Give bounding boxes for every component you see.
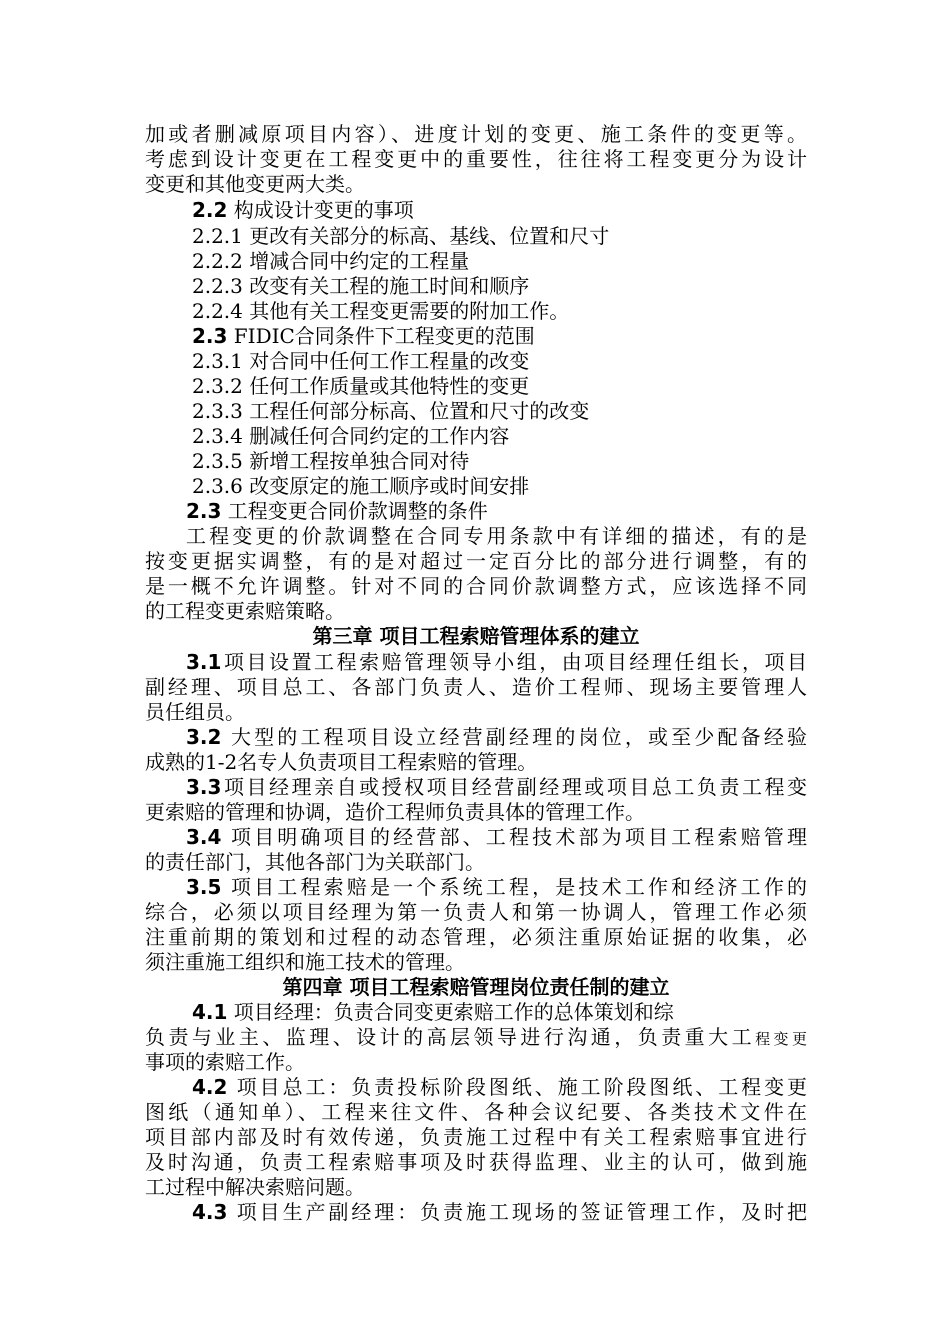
- section-title: FIDIC合同条件下工程变更的范围: [227, 324, 535, 348]
- section-number: 4.3: [192, 1200, 228, 1224]
- list-item: 2.3.1 对合同中任何工作工程量的改变: [192, 349, 530, 373]
- paragraph-line: 工过程中解决索赔问题。: [145, 1175, 365, 1199]
- section-number: 2.3: [192, 324, 228, 348]
- paragraph-line: 项目部内部及时有效传递，负责施工过程中有关工程索赔事宜进行: [145, 1125, 807, 1149]
- paragraph-line: [192, 1000, 792, 1025]
- paragraph-line: [192, 1075, 807, 1100]
- section-number: 3.1: [186, 650, 222, 674]
- section-number: 3.3: [186, 775, 222, 799]
- paragraph-line: 须注重施工组织和施工技术的管理。: [145, 950, 465, 974]
- paragraph-line: 更索赔的管理和协调，造价工程师负责具体的管理工作。: [145, 800, 645, 824]
- paragraph-text: 项目经理亲自或授权项目经营副经理或项目总工负责工程变: [221, 775, 807, 799]
- paragraph-line: 员任组员。: [145, 700, 245, 724]
- section-number: 4.2: [192, 1075, 228, 1099]
- paragraph-line: [145, 1025, 807, 1050]
- paragraph-line: 注重前期的策划和过程的动态管理，必须注重原始证据的收集，必: [145, 925, 807, 949]
- paragraph-line: [186, 775, 807, 800]
- section-number: 2.3: [186, 499, 222, 523]
- section-title: 工程变更合同价款调整的条件: [221, 499, 488, 523]
- chapter-title-3: 第三章 项目工程索赔管理体系的建立: [312, 624, 640, 648]
- section-number: 2.2: [192, 198, 228, 222]
- paragraph-line: 的工程变更索赔策略。: [145, 599, 345, 623]
- paragraph-line: 是一概不允许调整。针对不同的合同价款调整方式，应该选择不同: [145, 574, 807, 598]
- paragraph-text: 项目明确项目的经营部、工程技术部为项目工程索赔管理: [221, 825, 807, 849]
- paragraph-text: 项目经理：负责合同变更索赔工作的总体策划和综: [227, 1000, 674, 1024]
- paragraph-line: 事项的索赔工作。: [145, 1050, 305, 1074]
- section-number: 3.4: [186, 825, 222, 849]
- paragraph-line: 的责任部门，其他各部门为关联部门。: [145, 850, 485, 874]
- paragraph-line: 及时沟通，负责工程索赔事项及时获得监理、业主的认可，做到施: [145, 1150, 807, 1174]
- list-item: 2.3.5 新增工程按单独合同对待: [192, 449, 470, 473]
- section-number: 3.2: [186, 725, 222, 749]
- section-heading-2-2: [192, 198, 792, 223]
- paragraph-line: [192, 1200, 807, 1225]
- section-heading-2-3b: [186, 499, 786, 524]
- list-item: 2.2.2 增减合同中约定的工程量: [192, 249, 470, 273]
- chapter-title-4: 第四章 项目工程索赔管理岗位责任制的建立: [282, 975, 670, 999]
- paragraph-line: [186, 725, 807, 750]
- list-item: 2.2.3 改变有关工程的施工时间和顺序: [192, 274, 530, 298]
- paragraph-line: 综合，必须以项目经理为第一负责人和第一协调人，管理工作必须: [145, 900, 807, 924]
- list-item: 2.3.3 工程任何部分标高、位置和尺寸的改变: [192, 399, 590, 423]
- paragraph-line: [186, 825, 807, 850]
- list-item: 2.3.6 改变原定的施工顺序或时间安排: [192, 474, 530, 498]
- section-heading-2-3: [192, 324, 792, 349]
- paragraph-text: 项目设置工程索赔管理领导小组，由项目经理任组长，项目: [221, 650, 807, 674]
- list-item: 2.2.1 更改有关部分的标高、基线、位置和尺寸: [192, 224, 610, 248]
- paragraph-line: 图纸（通知单）、工程来往文件、各种会议纪要、各类技术文件在: [145, 1100, 807, 1124]
- list-item: 2.3.4 删减任何合同约定的工作内容: [192, 424, 510, 448]
- list-item: 2.2.4 其他有关工程变更需要的附加工作。: [192, 299, 570, 323]
- paragraph-text: 项目总工：负责投标阶段图纸、施工阶段图纸、工程变更: [227, 1075, 807, 1099]
- paragraph-text: 大型的工程项目设立经营副经理的岗位，或至少配备经验: [221, 725, 807, 749]
- paragraph-line: [186, 650, 807, 675]
- section-number: 3.5: [186, 875, 222, 899]
- section-number: 4.1: [192, 1000, 228, 1024]
- paragraph-text: 负责与业主、监理、设计的高层领导进行沟通，负责重大工: [145, 1025, 756, 1049]
- intro-line-2: 考虑到设计变更在工程变更中的重要性，往往将工程变更分为设计: [145, 147, 807, 171]
- paragraph-text-small: 程变更: [755, 1030, 807, 1048]
- paragraph-text: 项目工程索赔是一个系统工程，是技术工作和经济工作的: [221, 875, 807, 899]
- intro-line-3: 变更和其他变更两大类。: [145, 172, 365, 196]
- paragraph-line: [186, 875, 807, 900]
- paragraph-line: 副经理、项目总工、各部门负责人、造价工程师、现场主要管理人: [145, 675, 807, 699]
- paragraph-line: 按变更据实调整，有的是对超过一定百分比的部分进行调整，有的: [145, 549, 807, 573]
- intro-line-1: 加或者删减原项目内容）、进度计划的变更、施工条件的变更等。: [145, 122, 807, 146]
- paragraph-line: 工程变更的价款调整在合同专用条款中有详细的描述，有的是: [186, 524, 807, 548]
- list-item: 2.3.2 任何工作质量或其他特性的变更: [192, 374, 530, 398]
- paragraph-text: 项目生产副经理：负责施工现场的签证管理工作，及时把: [227, 1200, 807, 1224]
- section-title: 构成设计变更的事项: [227, 198, 414, 222]
- paragraph-line: 成熟的1-2名专人负责项目工程索赔的管理。: [145, 750, 538, 774]
